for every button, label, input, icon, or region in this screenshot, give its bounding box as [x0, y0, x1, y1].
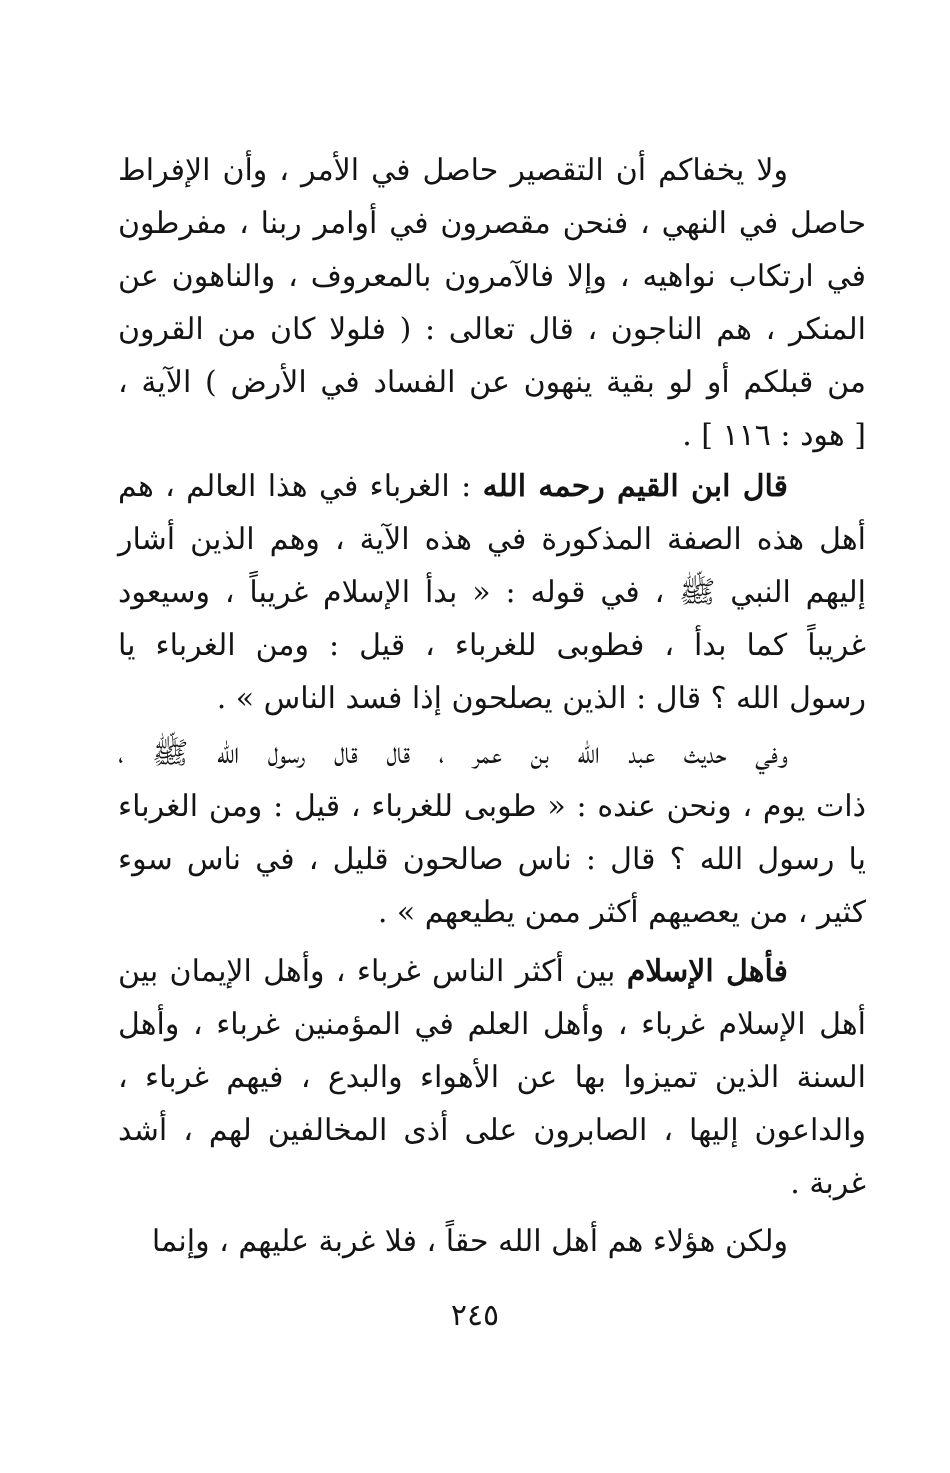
text-line: رسول الله ؟ قال : الذين يصلحون إذا فسد الناس » .	[216, 681, 866, 716]
text-line: المنكر ، هم الناجون ، قال تعالى : ( فلولا كان من القرون	[118, 312, 866, 347]
paragraph-4	[118, 945, 866, 1210]
text-line: غريباً كما بدأ ، فطوبى للغرباء ، قيل : ومن الغرباء يا	[118, 628, 866, 663]
text-line: ولا يخفاكم أن التقصير حاصل في الأمر ، وأن الإفراط	[118, 153, 788, 188]
text-line: غربة .	[790, 1166, 866, 1201]
text-line: حاصل في النهي ، فنحن مقصرون في أوامر ربنا ، مفرطون	[118, 206, 866, 241]
text-line	[118, 460, 866, 513]
text-line: في ارتكاب نواهيه ، وإلا فالآمرون بالمعروف ، والناهون عن	[118, 259, 866, 294]
paragraph-2	[118, 460, 866, 725]
text-line: يا رسول الله ؟ قال : ناس صالحون قليل ، في ناس سوء	[118, 842, 866, 877]
text-line: السنة الذين تميزوا بها عن الأهواء والبدع ، فيهم غرباء ،	[118, 1060, 866, 1095]
text-line: ذات يوم ، ونحن عنده : « طوبى للغرباء ، قيل : ومن الغرباء	[118, 789, 866, 824]
paragraph-3	[118, 727, 866, 939]
text-line: [ هود : ١١٦ ] .	[682, 418, 866, 453]
text-line: ولكن هؤلاء هم أهل الله حقاً ، فلا غربة عليهم ، وإنما	[151, 1224, 788, 1259]
lead-rest: : الغرباء في هذا العالم ، هم	[118, 469, 483, 504]
page-number: ٢٤٥	[450, 1298, 500, 1333]
text-line	[118, 945, 866, 998]
text-line: إليهم النبي ﷺ ، في قوله : « بدأ الإسلام غريباً ، وسيعود	[118, 575, 866, 610]
text-line: والداعون إليها ، الصابرون على أذى المخالفين لهم ، أشد	[118, 1113, 866, 1148]
paragraph-5	[118, 1215, 866, 1268]
lead-rest: بين أكثر الناس غرباء ، وأهل الإيمان بين	[118, 954, 627, 989]
bold-lead: فأهل الإسلام	[626, 954, 788, 989]
text-line: كثير ، من يعصيهم أكثر ممن يطيعهم » .	[377, 895, 866, 930]
text-line: من قبلكم أو لو بقية ينهون عن الفساد في الأرض ) الآية ،	[118, 365, 866, 400]
bold-lead: قال ابن القيم رحمه الله	[482, 469, 789, 504]
text-line: وفي حديث عبد الله بن عمر ، قال قال رسول الله ﷺ ،	[118, 736, 788, 771]
text-line: أهل الإسلام غرباء ، وأهل العلم في المؤمنين غرباء ، وأهل	[118, 1007, 866, 1042]
text-line: أهل هذه الصفة المذكورة في هذه الآية ، وهم الذين أشار	[118, 522, 866, 557]
paragraph-1	[118, 144, 866, 462]
